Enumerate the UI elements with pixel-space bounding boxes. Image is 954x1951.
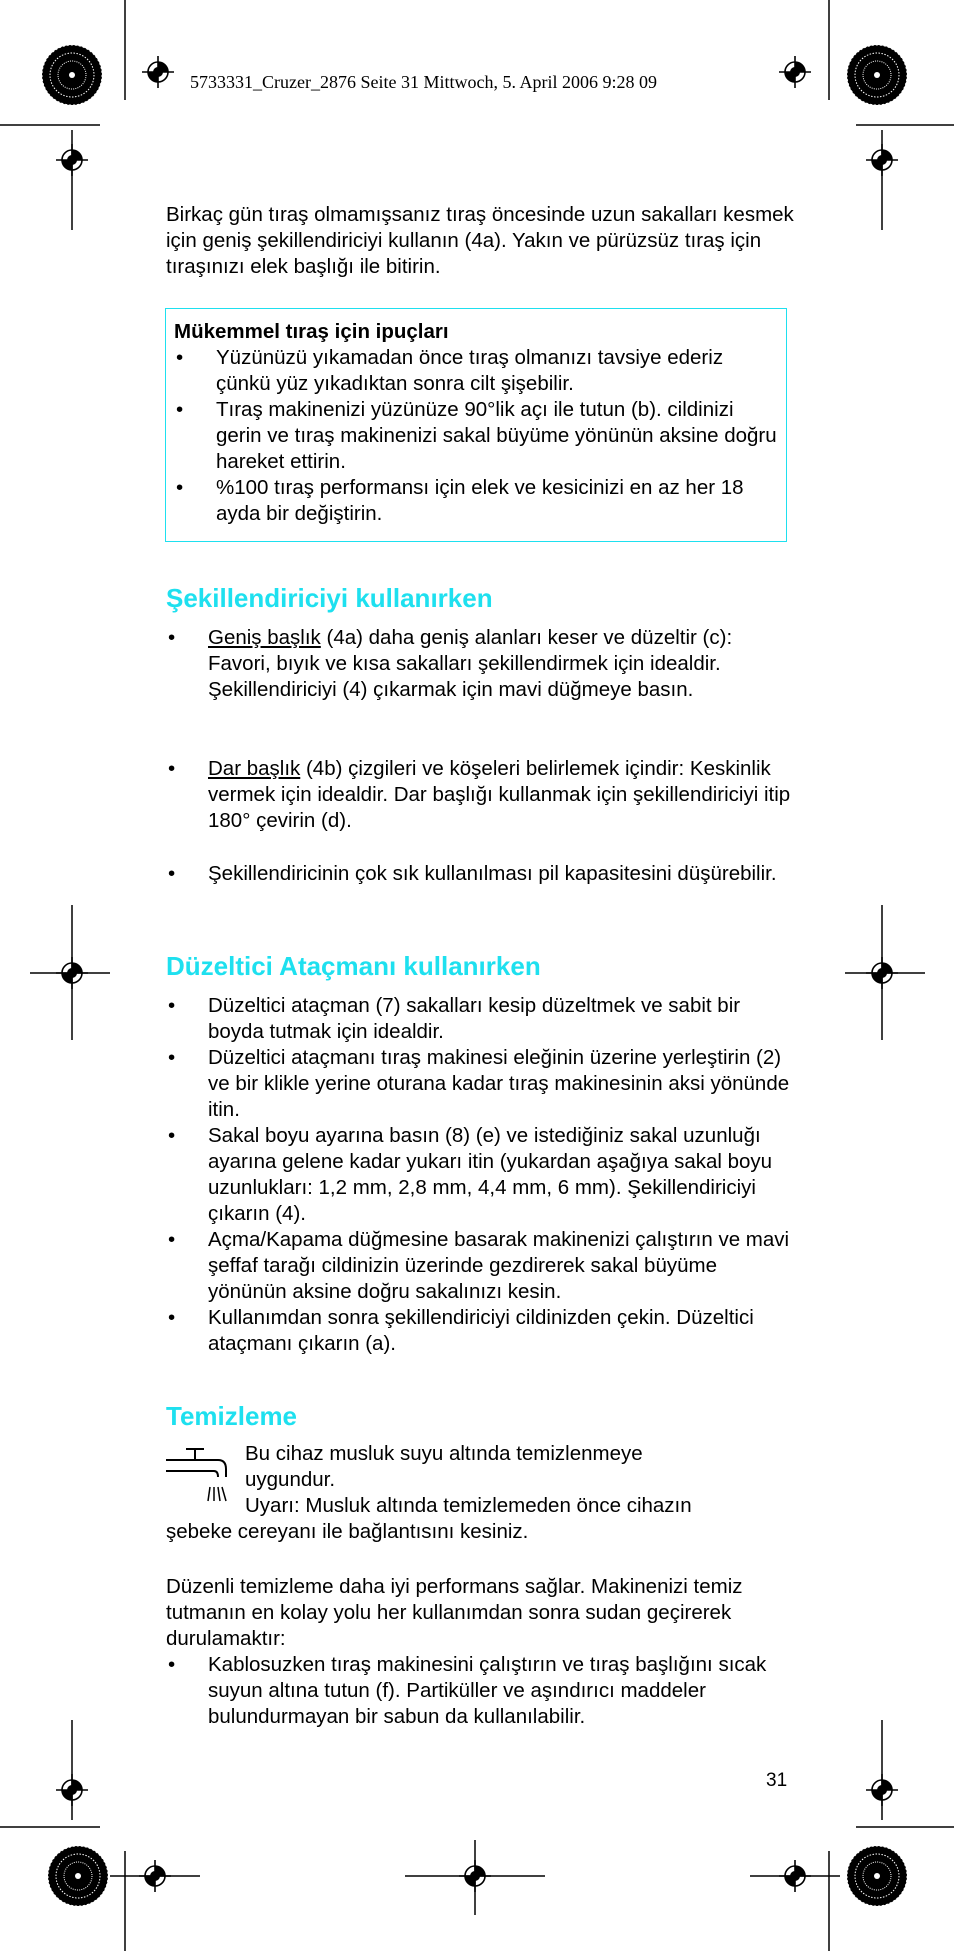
list-item [166,625,796,703]
section3-body [166,1652,796,1730]
section1-body-2 [166,756,796,834]
tips-list [174,345,778,527]
intro-paragraph: Birkaç gün tıraş olmamışsanız tıraş öncesinde uzun sakalları kesmek için geniş şekillendiriciyi kullanın (4a). Yakın ve pürüzsüz tıraş için tıraşınızı elek başlığı ile bitirin. [166,203,794,278]
tips-title: Mükemmel tıraş için ipuçları [174,320,449,343]
list-item [166,756,796,834]
item-text: (4b) çizgileri ve köşeleri belirlemek içindir: Keskinlik vermek için idealdir. Dar başlığı kullanmak için şekillendiriciyi itip 180° çevirin (d). [208,757,791,832]
section-heading: Temizleme [166,1401,298,1431]
list-item: • Düzeltici ataçmanı tıraş makinesi eleğinin üzerine yerleştirin (2) ve bir klikle yerine oturana kadar tıraş makinesinin aksi yönünde itin. [166,1045,796,1123]
tap-note-cont: şebeke cereyanı ile bağlantısını kesiniz. [166,1520,529,1543]
list-item: • Şekillendiricinin çok sık kullanılması pil kapasitesini düşürebilir. [166,861,796,887]
section-heading: Şekillendiriciyi kullanırken [166,583,493,613]
term-narrow-head: Dar başlık [208,757,301,780]
list-item: • Sakal boyu ayarına basın (8) (e) ve istediğiniz sakal uzunluğı ayarına gelene kadar yukarı itin (yukardan aşağıya sakal boyu uzunlukları: 1,2 mm, 2,8 mm, 4,4 mm, 6 mm). Şekillendiriciyi çıkarın (4). [166,1123,796,1227]
print-slug: 5733331_Cruzer_2876 Seite 31 Mittwoch, 5. April 2006 9:28 09 [190,72,657,92]
section1-body [166,625,796,703]
section1-body-3 [166,861,796,887]
water-tap-icon [164,1445,228,1507]
tap-note-line: uygundur. [245,1468,336,1491]
tap-note-line: Uyarı: Musluk altında temizlemeden önce cihazın [245,1494,692,1517]
list-item: • Kablosuzken tıraş makinesini çalıştırın ve tıraş başlığını sıcak suyun altına tutun (f). Partiküller ve aşındırıcı maddeler bulundurmayan bir sabun da kullanılabilir. [166,1652,796,1730]
list-item: • Tıraş makinenizi yüzünüze 90°lik açı ile tutun (b). cildinizi gerin ve tıraş makinenizi sakal büyüme yönünün aksine doğru hareket ettirin. [174,397,778,475]
list-item: • Düzeltici ataçman (7) sakalları kesip düzeltmek ve sabit bir boyda tutmak için idealdir. [166,993,796,1045]
tap-note-line: Bu cihaz musluk suyu altında temizlenmeye [245,1442,643,1465]
page-number: 31 [766,1770,788,1791]
list-item: • Yüzünüzü yıkamadan önce tıraş olmanızı tavsiye ederiz çünkü yüz yıkadıktan sonra cilt şişebilir. [174,345,778,397]
list-item: • Açma/Kapama düğmesine basarak makinenizi çalıştırın ve mavi şeffaf tarağı cildinizin üzerinde gezdirerek sakal büyüme yönünün aksine doğru sakalınızı kesin. [166,1227,796,1305]
item-text: (4a) daha geniş alanları keser ve düzeltir (c): Favori, bıyık ve kısa sakalları şekillendirmek için idealdir. Şekillendiriciyi (4) çıkarmak için mavi düğmeye basın. [208,626,733,701]
term-wide-head: Geniş başlık [208,626,321,649]
tap-note [245,1441,805,1519]
tips-box [165,308,787,542]
list-item: • Kullanımdan sonra şekillendiriciyi cildinizden çekin. Düzeltici ataçmanı çıkarın (a). [166,1305,796,1357]
cleaning-paragraph: Düzenli temizleme daha iyi performans sağlar. Makinenizi temiz tutmanın en kolay yolu her kullanımdan sonra sudan geçirerek durulamaktır: [166,1575,743,1650]
list-item: • %100 tıraş performansı için elek ve kesicinizi en az her 18 ayda bir değiştirin. [174,475,778,527]
section2-body [166,993,796,1357]
section-heading: Düzeltici Ataçmanı kullanırken [166,951,541,981]
